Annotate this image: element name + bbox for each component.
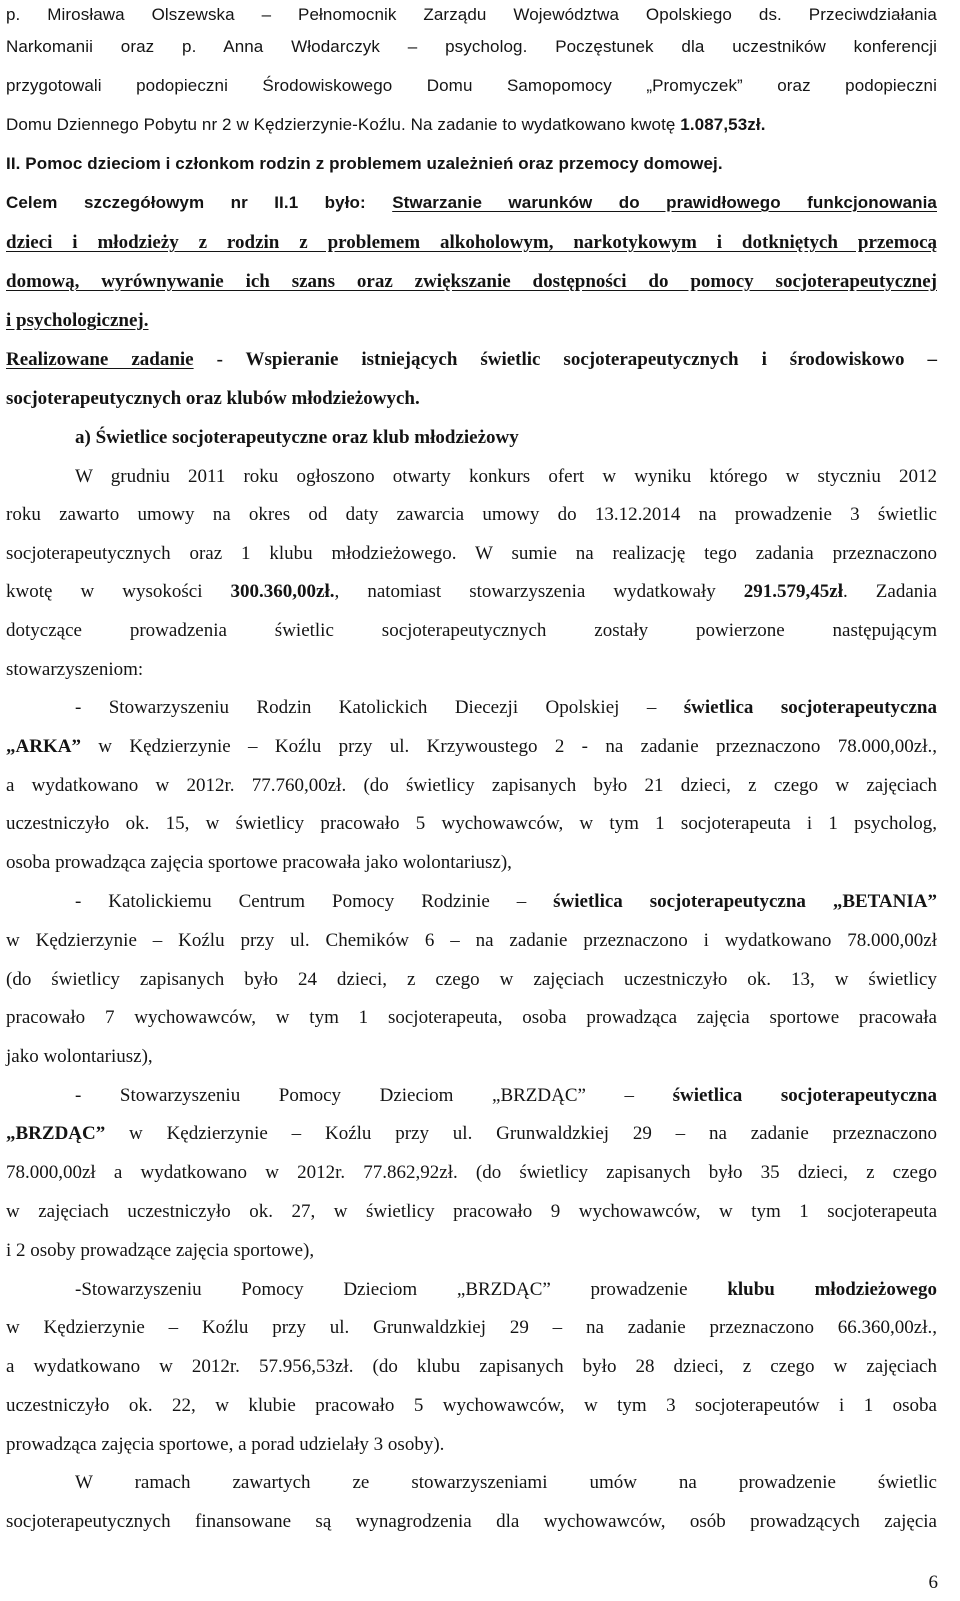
text-segment: W grudniu 2011 roku ogłoszono otwarty konkurs ofert w wyniku którego w styczniu 2012	[75, 466, 937, 487]
text-line	[6, 0, 937, 30]
text-line	[6, 616, 937, 646]
text-line	[6, 1119, 937, 1149]
text-segment: w Kędzierzynie – Koźlu przy ul. Grunwaldzkiej 29 – na zadanie przeznaczono 66.360,00zł.,	[6, 1317, 937, 1338]
text-line	[6, 1391, 937, 1421]
text-line	[6, 887, 937, 917]
text-line	[6, 848, 937, 878]
text-segment: - Wspieranie istniejących świetlic socjoterapeutycznych i środowiskowo –	[193, 349, 937, 370]
text-segment: uczestniczyło ok. 22, w klubie pracowało 5 wychowawców, w tym 3 socjoterapeutów i 1 osoba	[6, 1395, 937, 1416]
text-segment: 78.000,00zł a wydatkowano w 2012r. 77.862,92zł. (do świetlicy zapisanych było 35 dzieci, z czego	[6, 1162, 937, 1183]
text-segment: świetlica socjoterapeutyczna	[683, 697, 937, 718]
text-segment: a) Świetlice socjoterapeutyczne oraz klub młodzieżowy	[75, 427, 519, 448]
page-number: 6	[928, 1572, 938, 1593]
text-segment: „ARKA”	[6, 736, 81, 757]
text-segment: p. Mirosława Olszewska – Pełnomocnik Zarządu Województwa Opolskiego ds. Przeciwdziałania	[6, 5, 937, 24]
text-line	[6, 539, 937, 569]
text-line	[6, 771, 937, 801]
text-line	[6, 462, 937, 492]
text-segment: Stwarzanie warunków do prawidłowego funkcjonowania	[392, 193, 937, 212]
text-segment: kwotę w wysokości	[6, 581, 231, 602]
text-line	[6, 1507, 937, 1537]
text-segment: roku zawarto umowy na okres od daty zawarcia umowy do 13.12.2014 na prowadzenie 3 świetlic	[6, 504, 937, 525]
text-segment: 1.087,53zł.	[680, 115, 766, 134]
text-segment: socjoterapeutycznych oraz klubów młodzieżowych.	[6, 388, 420, 409]
text-segment: 291.579,45zł	[743, 581, 843, 602]
text-line	[6, 71, 937, 101]
text-line	[6, 1042, 937, 1072]
text-segment: II. Pomoc dzieciom i członkom rodzin z problemem uzależnień oraz przemocy domowej.	[6, 154, 723, 173]
text-segment: - Stowarzyszeniu Pomocy Dzieciom „BRZDĄC” –	[75, 1085, 673, 1106]
text-line	[6, 32, 937, 62]
text-segment: (do świetlicy zapisanych było 24 dzieci, z czego w zajęciach uczestniczyło ok. 13, w świetlicy	[6, 969, 937, 990]
text-segment: -Stowarzyszeniu Pomocy Dzieciom „BRZDĄC” prowadzenie	[75, 1279, 728, 1300]
text-segment: a wydatkowano w 2012r. 77.760,00zł. (do świetlicy zapisanych było 21 dzieci, z czego w zajęciach	[6, 775, 937, 796]
text-segment: świetlica socjoterapeutyczna „BETANIA”	[553, 891, 937, 912]
text-line	[6, 500, 937, 530]
text-line	[6, 1468, 937, 1498]
text-line	[6, 926, 937, 956]
text-segment: i 2 osoby prowadzące zajęcia sportowe),	[6, 1240, 315, 1261]
text-line	[6, 345, 937, 375]
text-segment: dotyczące prowadzenia świetlic socjoterapeutycznych zostały powierzone następującym	[6, 620, 937, 641]
text-segment: W ramach zawartych ze stowarzyszeniami umów na prowadzenie świetlic	[75, 1472, 937, 1493]
text-line	[6, 1236, 937, 1266]
text-line	[6, 110, 937, 140]
text-segment: dzieci i młodzieży z rodzin z problemem alkoholowym, narkotykowym i dotkniętych przemocą	[6, 232, 937, 253]
text-segment: domową, wyrównywanie ich szans oraz zwiększanie dostępności do pomocy socjoterapeutycznej	[6, 271, 937, 292]
text-line	[6, 1081, 937, 1111]
text-segment: w Kędzierzynie – Koźlu przy ul. Krzywoustego 2 - na zadanie przeznaczono 78.000,00zł.,	[80, 736, 937, 757]
text-segment: Celem szczegółowym nr II.1 było:	[6, 193, 393, 212]
text-segment: socjoterapeutycznych oraz 1 klubu młodzieżowego. W sumie na realizację tego zadania przeznaczono	[6, 543, 937, 564]
text-segment: uczestniczyło ok. 15, w świetlicy pracowało 5 wychowawców, w tym 1 socjoterapeuta i 1 psycholog,	[6, 813, 937, 834]
text-line	[6, 423, 937, 453]
text-segment: w zajęciach uczestniczyło ok. 27, w świetlicy pracowało 9 wychowawców, w tym 1 socjoterapeuta	[6, 1201, 937, 1222]
text-segment: jako wolontariusz),	[6, 1046, 153, 1067]
text-segment: pracowało 7 wychowawców, w tym 1 socjoterapeuta, osoba prowadząca zajęcia sportowe pracowała	[6, 1007, 937, 1028]
text-segment: w Kędzierzynie – Koźlu przy ul. Chemików 6 – na zadanie przeznaczono i wydatkowano 78.000,00zł	[6, 930, 937, 951]
text-segment: . Zadania	[843, 581, 937, 602]
text-segment: świetlica socjoterapeutyczna	[672, 1085, 937, 1106]
text-line	[6, 1313, 937, 1343]
text-segment: osoba prowadząca zajęcia sportowe pracowała jako wolontariusz),	[6, 852, 512, 873]
text-line	[6, 1352, 937, 1382]
text-segment: przygotowali podopieczni Środowiskowego Domu Samopomocy „Promyczek” oraz podopieczni	[6, 76, 937, 95]
text-segment: w Kędzierzynie – Koźlu przy ul. Grunwaldzkiej 29 – na zadanie przeznaczono	[105, 1123, 937, 1144]
text-line	[6, 1158, 937, 1188]
text-line	[6, 693, 937, 723]
text-line	[6, 149, 937, 179]
text-segment: Realizowane zadanie	[6, 349, 194, 370]
text-segment: , natomiast stowarzyszenia wydatkowały	[334, 581, 744, 602]
text-segment: Narkomanii oraz p. Anna Włodarczyk – psycholog. Poczęstunek dla uczestników konferencji	[6, 37, 937, 56]
text-line	[6, 1197, 937, 1227]
text-line	[6, 1430, 937, 1460]
text-line	[6, 267, 937, 297]
text-segment: stowarzyszeniom:	[6, 659, 144, 680]
text-line	[6, 655, 937, 685]
text-segment: Domu Dziennego Pobytu nr 2 w Kędzierzynie-Koźlu. Na zadanie to wydatkowano kwotę	[6, 115, 681, 134]
text-segment: klubu młodzieżowego	[727, 1279, 937, 1300]
text-line	[6, 1003, 937, 1033]
text-line	[6, 228, 937, 258]
text-segment: „BRZDĄC”	[6, 1123, 106, 1144]
text-line	[6, 965, 937, 995]
text-segment: prowadząca zajęcia sportowe, a porad udzielały 3 osoby).	[6, 1434, 445, 1455]
text-segment: - Katolickiemu Centrum Pomocy Rodzinie –	[75, 891, 554, 912]
text-line	[6, 306, 937, 336]
text-segment: socjoterapeutycznych finansowane są wynagrodzenia dla wychowawców, osób prowadzących zajęcia	[6, 1511, 937, 1532]
text-line	[6, 732, 937, 762]
text-segment: i psychologicznej.	[6, 310, 149, 331]
text-line	[6, 577, 937, 607]
text-line	[6, 384, 937, 414]
text-segment: 300.360,00zł.	[230, 581, 335, 602]
text-line	[6, 809, 937, 839]
text-line	[6, 1275, 937, 1305]
text-segment: a wydatkowano w 2012r. 57.956,53zł. (do klubu zapisanych było 28 dzieci, z czego w zajęciach	[6, 1356, 937, 1377]
text-line	[6, 188, 937, 218]
text-segment: - Stowarzyszeniu Rodzin Katolickich Diecezji Opolskiej –	[75, 697, 684, 718]
